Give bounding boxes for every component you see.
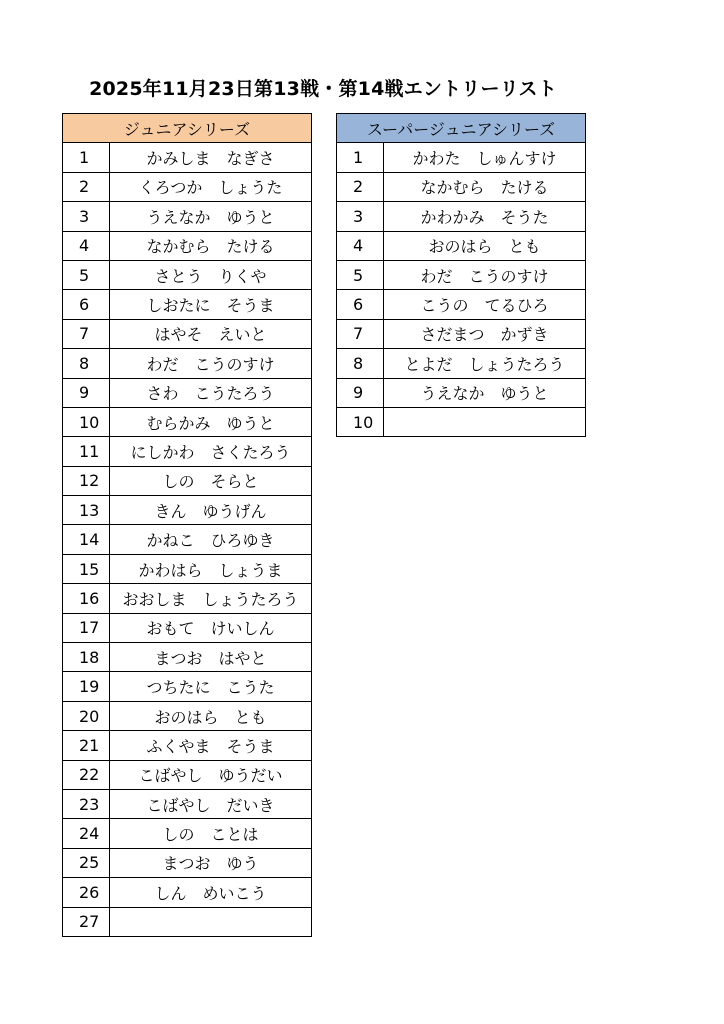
- entry-number: 6: [337, 290, 384, 319]
- entry-number: 1: [63, 143, 110, 172]
- entry-name: うえなか ゆうと: [384, 378, 586, 407]
- entry-name: わだ こうのすけ: [110, 349, 312, 378]
- entry-number: 10: [63, 407, 110, 436]
- table-row: [63, 407, 312, 436]
- entry-number: 9: [63, 378, 110, 407]
- entry-name: [110, 907, 312, 936]
- table-row: [63, 701, 312, 730]
- entry-number: 3: [337, 202, 384, 231]
- entry-number: 3: [63, 202, 110, 231]
- entry-name: おおしま しょうたろう: [110, 584, 312, 613]
- entry-name: きん ゆうげん: [110, 496, 312, 525]
- entry-number: 17: [63, 613, 110, 642]
- entry-number: 13: [63, 496, 110, 525]
- table-row: [63, 643, 312, 672]
- entry-name: しの ことは: [110, 819, 312, 848]
- entry-name: はやそ えいと: [110, 319, 312, 348]
- table-row: [337, 172, 586, 201]
- table-row: [63, 789, 312, 818]
- super-junior-series-header-row: [337, 114, 586, 143]
- page-title: 2025年11月23日第13戦・第14戦エントリーリスト: [89, 78, 557, 100]
- table-row: [337, 349, 586, 378]
- table-row: [63, 496, 312, 525]
- entry-number: 10: [337, 407, 384, 436]
- entry-number: 7: [63, 319, 110, 348]
- table-row: [337, 378, 586, 407]
- junior-series-table: [62, 113, 312, 937]
- entry-name: ふくやま そうま: [110, 731, 312, 760]
- entry-number: 19: [63, 672, 110, 701]
- entry-name: かねこ ひろゆき: [110, 525, 312, 554]
- entry-name: さだまつ かずき: [384, 319, 586, 348]
- entry-name: にしかわ さくたろう: [110, 437, 312, 466]
- entry-number: 22: [63, 760, 110, 789]
- entry-number: 5: [63, 260, 110, 289]
- table-row: [63, 878, 312, 907]
- table-row: [63, 760, 312, 789]
- table-row: [337, 143, 586, 172]
- table-row: [337, 202, 586, 231]
- entry-name: まつお はやと: [110, 643, 312, 672]
- table-row: [63, 143, 312, 172]
- entry-number: 16: [63, 584, 110, 613]
- entry-name: おのはら とも: [384, 231, 586, 260]
- entry-number: 1: [337, 143, 384, 172]
- entry-number: 11: [63, 437, 110, 466]
- entry-number: 2: [63, 172, 110, 201]
- entry-name: かわはら しょうま: [110, 554, 312, 583]
- entry-name: なかむら たける: [384, 172, 586, 201]
- entry-number: 14: [63, 525, 110, 554]
- entry-number: 4: [63, 231, 110, 260]
- entry-name: かみしま なぎさ: [110, 143, 312, 172]
- entry-number: 4: [337, 231, 384, 260]
- super-junior-series-table: [336, 113, 586, 437]
- table-row: [63, 290, 312, 319]
- entry-name: かわかみ そうた: [384, 202, 586, 231]
- entry-name: おのはら とも: [110, 701, 312, 730]
- entry-number: 21: [63, 731, 110, 760]
- table-row: [63, 525, 312, 554]
- entry-name: こうの てるひろ: [384, 290, 586, 319]
- entry-name: さとう りくや: [110, 260, 312, 289]
- table-row: [63, 613, 312, 642]
- table-row: [63, 378, 312, 407]
- entry-name: むらかみ ゆうと: [110, 407, 312, 436]
- entry-name: こばやし ゆうだい: [110, 760, 312, 789]
- entry-name: [384, 407, 586, 436]
- entry-number: 15: [63, 554, 110, 583]
- junior-series-rows: [63, 143, 312, 937]
- table-row: [63, 260, 312, 289]
- table-row: [337, 319, 586, 348]
- table-row: [63, 202, 312, 231]
- entry-name: しおたに そうま: [110, 290, 312, 319]
- entry-number: 20: [63, 701, 110, 730]
- table-row: [63, 584, 312, 613]
- entry-name: しん めいこう: [110, 878, 312, 907]
- entry-name: かわた しゅんすけ: [384, 143, 586, 172]
- table-row: [63, 848, 312, 877]
- super-junior-series-header: スーパージュニアシリーズ: [337, 114, 586, 143]
- entry-number: 27: [63, 907, 110, 936]
- table-row: [63, 349, 312, 378]
- table-row: [63, 466, 312, 495]
- entry-number: 25: [63, 848, 110, 877]
- entry-name: くろつか しょうた: [110, 172, 312, 201]
- table-row: [63, 172, 312, 201]
- junior-series-header: ジュニアシリーズ: [63, 114, 312, 143]
- entry-name: さわ こうたろう: [110, 378, 312, 407]
- table-row: [63, 554, 312, 583]
- entry-number: 24: [63, 819, 110, 848]
- table-row: [337, 407, 586, 436]
- entry-name: しの そらと: [110, 466, 312, 495]
- table-row: [337, 260, 586, 289]
- entry-name: こばやし だいき: [110, 789, 312, 818]
- entry-name: なかむら たける: [110, 231, 312, 260]
- entry-name: とよだ しょうたろう: [384, 349, 586, 378]
- entry-number: 26: [63, 878, 110, 907]
- entry-name: わだ こうのすけ: [384, 260, 586, 289]
- junior-series-header-row: [63, 114, 312, 143]
- entry-number: 8: [63, 349, 110, 378]
- table-row: [337, 290, 586, 319]
- table-row: [63, 731, 312, 760]
- table-row: [63, 319, 312, 348]
- table-row: [63, 819, 312, 848]
- entry-name: うえなか ゆうと: [110, 202, 312, 231]
- entry-number: 23: [63, 789, 110, 818]
- entry-number: 9: [337, 378, 384, 407]
- entry-number: 7: [337, 319, 384, 348]
- table-row: [63, 437, 312, 466]
- table-row: [63, 907, 312, 936]
- entry-name: つちたに こうた: [110, 672, 312, 701]
- table-row: [63, 672, 312, 701]
- entry-number: 5: [337, 260, 384, 289]
- entry-number: 18: [63, 643, 110, 672]
- super-junior-series-rows: [337, 143, 586, 437]
- entry-number: 2: [337, 172, 384, 201]
- entry-number: 6: [63, 290, 110, 319]
- table-row: [63, 231, 312, 260]
- entry-name: まつお ゆう: [110, 848, 312, 877]
- entry-name: おもて けいしん: [110, 613, 312, 642]
- entry-number: 12: [63, 466, 110, 495]
- entry-number: 8: [337, 349, 384, 378]
- table-row: [337, 231, 586, 260]
